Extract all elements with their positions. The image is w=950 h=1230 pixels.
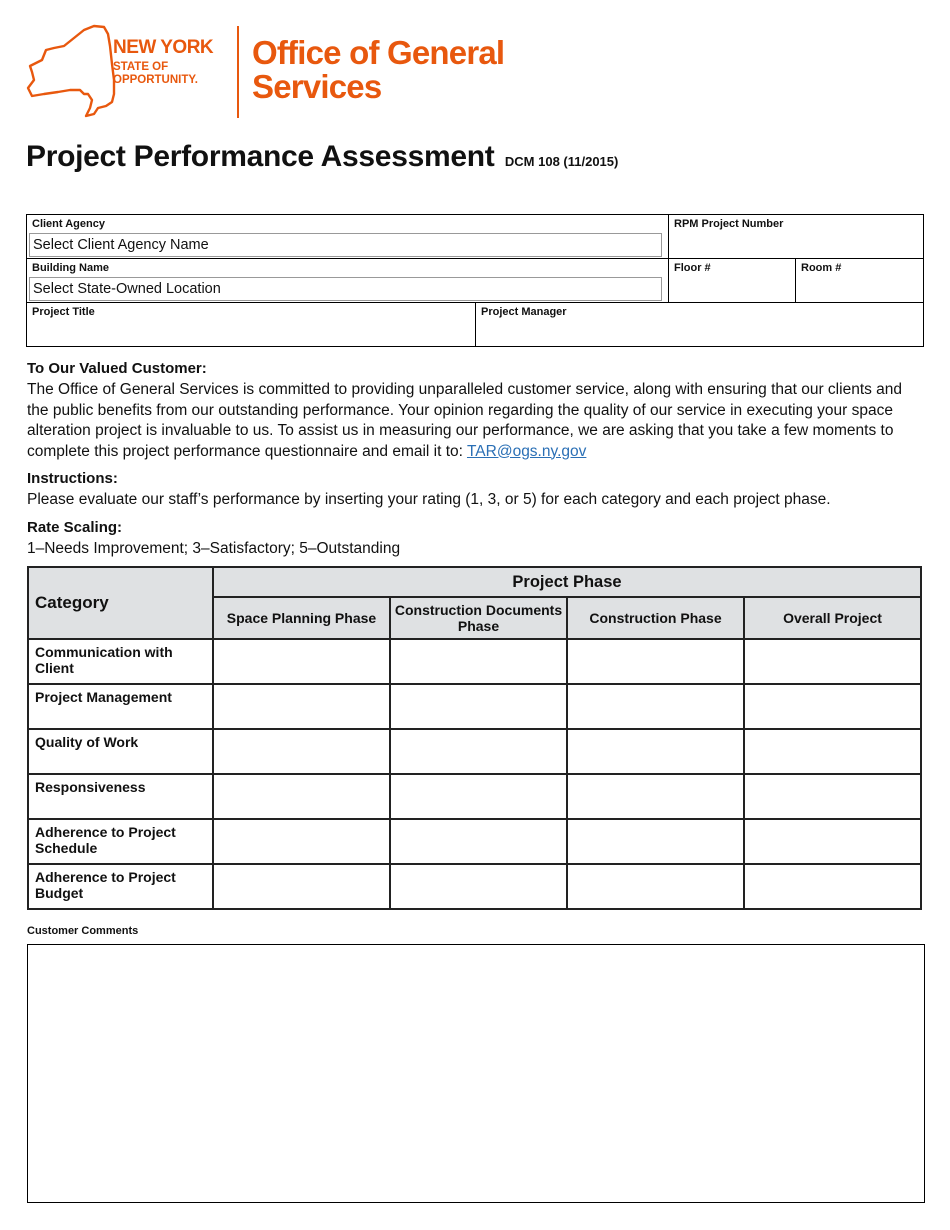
rating-input[interactable] xyxy=(390,729,567,774)
column-header-overall-project: Overall Project xyxy=(744,597,921,639)
category-budget: Adherence to Project Budget xyxy=(28,864,213,909)
room-label: Room # xyxy=(801,262,842,274)
rating-input[interactable] xyxy=(213,729,390,774)
table-row xyxy=(28,729,921,774)
customer-comments-textarea[interactable] xyxy=(27,944,925,1203)
rpm-project-number-label: RPM Project Number xyxy=(674,218,784,230)
scaling-body: 1–Needs Improvement; 3–Satisfactory; 5–Outstanding xyxy=(27,540,401,557)
rating-input[interactable] xyxy=(390,819,567,864)
column-header-space-planning: Space Planning Phase xyxy=(213,597,390,639)
rating-input[interactable] xyxy=(744,684,921,729)
column-header-construction-documents: Construction Documents Phase xyxy=(390,597,567,639)
intro-heading: To Our Valued Customer: xyxy=(27,360,207,377)
room-cell[interactable] xyxy=(795,258,924,303)
rating-input[interactable] xyxy=(213,819,390,864)
table-row xyxy=(28,684,921,729)
rating-input[interactable] xyxy=(567,729,744,774)
table-row xyxy=(28,864,921,909)
rating-input[interactable] xyxy=(213,774,390,819)
floor-label: Floor # xyxy=(674,262,711,274)
state-tagline: STATE OF OPPORTUNITY. xyxy=(113,61,198,86)
instructions-heading: Instructions: xyxy=(27,470,118,487)
intro-body: The Office of General Services is committed to providing unparalleled customer service, along with ensuring that our clients and the public benefits from our outstanding performance. Your opinion regarding the quality of our service in executing your space alteration project is invaluable to us. To assist us in measuring our performance, we are asking that you take a few moments to complete this project performance questionnaire and email it to: xyxy=(27,381,903,460)
building-name-label: Building Name xyxy=(32,262,110,274)
floor-cell[interactable] xyxy=(668,258,796,303)
rating-input[interactable] xyxy=(213,639,390,684)
project-manager-label: Project Manager xyxy=(481,306,567,318)
form-code: DCM 108 (11/2015) xyxy=(504,154,619,169)
rating-input[interactable] xyxy=(390,864,567,909)
rating-input[interactable] xyxy=(744,864,921,909)
building-name-select[interactable]: Select State-Owned Location xyxy=(29,277,662,301)
rating-input[interactable] xyxy=(567,819,744,864)
building-name-cell xyxy=(26,258,669,303)
client-agency-label: Client Agency xyxy=(32,218,105,230)
rpm-project-number-cell[interactable] xyxy=(668,214,924,259)
project-phase-header: Project Phase xyxy=(213,567,921,597)
category-quality-of-work: Quality of Work xyxy=(28,729,213,774)
scaling-heading: Rate Scaling: xyxy=(27,519,123,536)
category-project-management: Project Management xyxy=(28,684,213,729)
project-title-label: Project Title xyxy=(32,306,95,318)
category-schedule: Adherence to Project Schedule xyxy=(28,819,213,864)
new-york-state-map-logo xyxy=(24,24,116,118)
rating-input[interactable] xyxy=(213,684,390,729)
table-row xyxy=(28,819,921,864)
rating-input[interactable] xyxy=(567,864,744,909)
rating-input[interactable] xyxy=(744,819,921,864)
table-row xyxy=(28,639,921,684)
project-manager-cell[interactable] xyxy=(475,302,924,347)
page-title: Project Performance Assessment xyxy=(26,140,495,173)
table-row xyxy=(28,774,921,819)
rating-input[interactable] xyxy=(744,774,921,819)
rating-input[interactable] xyxy=(567,639,744,684)
category-communication: Communication with Client xyxy=(28,639,213,684)
rating-input[interactable] xyxy=(744,729,921,774)
rating-table xyxy=(27,566,922,910)
instructions-body: Please evaluate our staff’s performance by inserting your rating (1, 3, or 5) for each category and each project phase. xyxy=(27,491,831,508)
rating-input[interactable] xyxy=(213,864,390,909)
client-agency-select[interactable]: Select Client Agency Name xyxy=(29,233,662,257)
project-title-cell[interactable] xyxy=(26,302,476,347)
rating-input[interactable] xyxy=(744,639,921,684)
rating-input[interactable] xyxy=(390,684,567,729)
rating-input[interactable] xyxy=(567,774,744,819)
category-responsiveness: Responsiveness xyxy=(28,774,213,819)
rating-input[interactable] xyxy=(390,774,567,819)
office-name: Office of General Services xyxy=(252,34,505,105)
client-agency-cell xyxy=(26,214,669,259)
rating-input[interactable] xyxy=(567,684,744,729)
logo-divider xyxy=(237,26,239,118)
customer-comments-label: Customer Comments xyxy=(27,925,139,937)
state-name: NEW YORK xyxy=(113,37,214,58)
category-header: Category xyxy=(28,567,213,639)
intro-paragraph xyxy=(27,380,927,462)
column-header-construction: Construction Phase xyxy=(567,597,744,639)
email-link[interactable]: TAR@ogs.ny.gov xyxy=(466,442,587,460)
rating-input[interactable] xyxy=(390,639,567,684)
form-title-row xyxy=(26,140,618,174)
